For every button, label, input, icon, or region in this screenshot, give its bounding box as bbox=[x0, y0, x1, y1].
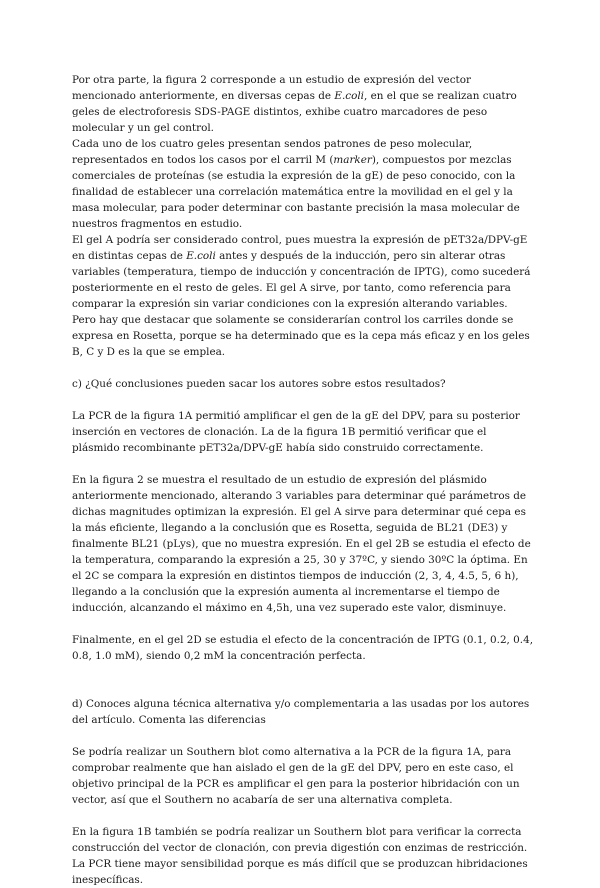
spacer bbox=[72, 664, 534, 696]
text-span: , en el que se realizan cuatro geles de electroforesis SDS-PAGE distintos, exhibe cuatro marcadores de peso molecular y un gel control. bbox=[72, 90, 517, 134]
italic-ecoli: E.coli bbox=[334, 90, 364, 102]
paragraph-molecular-weight bbox=[72, 136, 534, 232]
italic-ecoli: E.coli bbox=[186, 250, 216, 262]
text-span: El gel A podría ser considerado control, pues muestra la expresión de pET32a/DPV-gE en distintas cepas de bbox=[72, 234, 528, 262]
text-span: Por otra parte, la figura 2 corresponde a un estudio de expresión del vector mencionado anteriormente, en diversas cepas de bbox=[72, 74, 471, 102]
paragraph-figure2-expression: En la figura 2 se muestra el resultado de un estudio de expresión del plásmido anteriormente mencionado, alterando 3 variables para determinar qué parámetros de dichas magnitudes optimizan la expresión. El gel A sirve para determinar qué cepa es la más eficiente, llegando a la conclusión que es Rosetta, seguida de BL21 (DE3) y finalmente BL21 (pLys), que no muestra expresión. En el gel 2B se estudia el efecto de la temperatura, comparando la expresión a 25, 30 y 37ºC, y siendo 30ºC la óptima. En el 2C se compara la expresión en distintos tiempos de inducción (2, 3, 4, 4.5, 5, 6 h), llegando a la conclusión que la expresión aumenta al incrementarse el tiempo de inducción, alcanzando el máximo en 4,5h, una vez superado este valor, disminuye. bbox=[72, 474, 531, 614]
paragraph-pcr-figure1: La PCR de la figura 1A permitió amplificar el gen de la gE del DPV, para su posterior inserción en vectores de clonación. La de la figura 1B permitió verificar que el plásmido recombinante pET32a/DPV-gE había sido construido correctamente. bbox=[72, 410, 520, 454]
document-page bbox=[72, 72, 534, 888]
text-span: ), compuestos por mezclas comerciales de proteínas (se estudia la expresión de la gE) de peso conocido, con la finalidad de establecer una correlación matemática entre la movilidad en el gel y la masa molecular, para poder determinar con bastante precisión la masa molecular de nuestros fragmentos en estudio. bbox=[72, 154, 520, 230]
italic-marker: marker bbox=[333, 154, 372, 166]
paragraph-gel-a-control bbox=[72, 232, 534, 360]
spacer bbox=[72, 360, 534, 376]
spacer bbox=[72, 616, 534, 632]
paragraph-southern-alternative: Se podría realizar un Southern blot como alternativa a la PCR de la figura 1A, para comprobar realmente que han aislado el gen de la gE del DPV, pero en este caso, el objetivo principal de la PCR es amplificar el gen para la posterior hibridación con un vector, así que el Southern no acabaría de ser una alternativa completa. bbox=[72, 746, 520, 806]
text-span: Cada uno de los cuatro geles presentan sendos patrones de peso molecular, representados en todos los casos por el carril M ( bbox=[72, 138, 473, 166]
spacer bbox=[72, 456, 534, 472]
paragraph-southern-figure1b: En la figura 1B también se podría realizar un Southern blot para verificar la correcta construcción del vector de clonación, con previa digestión con enzimas de restricción. La PCR tiene mayor sensibilidad porque es más difícil que se produzcan hibridaciones inespecíficas. bbox=[72, 826, 528, 886]
spacer bbox=[72, 392, 534, 408]
paragraph-figure2-intro bbox=[72, 72, 534, 136]
spacer bbox=[72, 728, 534, 744]
paragraph-iptg-conclusion: Finalmente, en el gel 2D se estudia el efecto de la concentración de IPTG (0.1, 0.2, 0.4, 0.8, 1.0 mM), siendo 0,2 mM la concentración perfecta. bbox=[72, 634, 533, 662]
question-d: d) Conoces alguna técnica alternativa y/o complementaria a las usadas por los autores del artículo. Comenta las diferencias bbox=[72, 698, 530, 726]
question-c: c) ¿Qué conclusiones pueden sacar los autores sobre estos resultados? bbox=[72, 378, 446, 390]
spacer bbox=[72, 808, 534, 824]
text-span: antes y después de la inducción, pero sin alterar otras variables (temperatura, tiempo de inducción y concentración de IPTG), como sucederá posteriormente en el resto de geles. El gel A sirve, por tanto, como referencia para comparar la expresión sin variar condiciones con la expresión alterando variables. Pero hay que destacar que solamente se considerarían control los carriles donde se expresa en Rosetta, porque se ha determinado que es la cepa más eficaz y en los geles B, C y D es la que se emplea. bbox=[72, 250, 531, 358]
